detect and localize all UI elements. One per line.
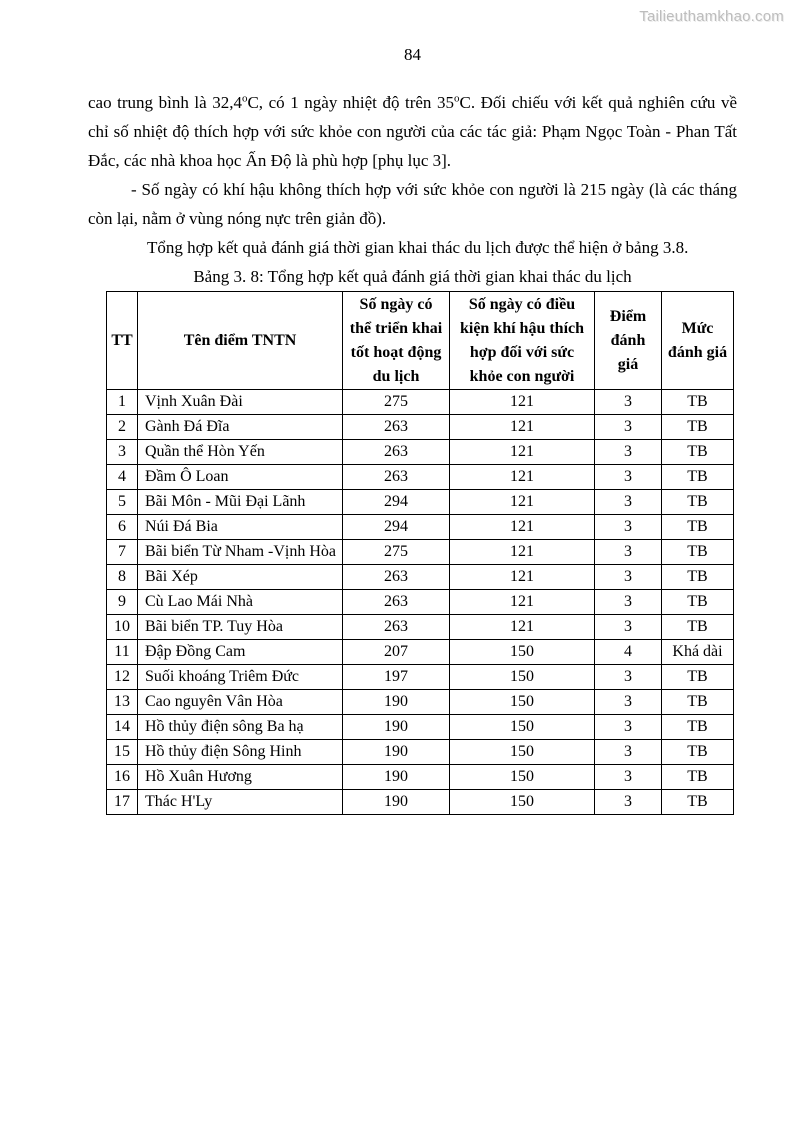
cell-days-operable: 190	[343, 690, 450, 715]
cell-site-name: Cù Lao Mái Nhà	[138, 590, 343, 615]
cell-score: 3	[595, 765, 662, 790]
cell-score: 3	[595, 615, 662, 640]
watermark-text: Tailieuthamkhao.com	[639, 8, 784, 25]
cell-days-climate: 150	[450, 640, 595, 665]
cell-level: TB	[662, 390, 734, 415]
cell-index: 2	[107, 415, 138, 440]
cell-site-name: Quần thể Hòn Yến	[138, 440, 343, 465]
cell-index: 16	[107, 765, 138, 790]
table-row	[107, 515, 734, 540]
cell-level: TB	[662, 665, 734, 690]
table-row	[107, 415, 734, 440]
cell-days-climate: 150	[450, 715, 595, 740]
cell-index: 6	[107, 515, 138, 540]
cell-days-climate: 150	[450, 665, 595, 690]
cell-index: 10	[107, 615, 138, 640]
cell-index: 12	[107, 665, 138, 690]
table-row	[107, 465, 734, 490]
table-row	[107, 565, 734, 590]
cell-level: TB	[662, 790, 734, 815]
table-row	[107, 640, 734, 665]
cell-score: 3	[595, 415, 662, 440]
table-row	[107, 540, 734, 565]
cell-site-name: Vịnh Xuân Đài	[138, 390, 343, 415]
cell-days-operable: 197	[343, 665, 450, 690]
cell-days-operable: 263	[343, 565, 450, 590]
cell-score: 3	[595, 690, 662, 715]
cell-score: 3	[595, 665, 662, 690]
cell-level: TB	[662, 415, 734, 440]
cell-index: 7	[107, 540, 138, 565]
cell-index: 13	[107, 690, 138, 715]
cell-index: 4	[107, 465, 138, 490]
cell-days-climate: 121	[450, 440, 595, 465]
cell-score: 3	[595, 590, 662, 615]
col-header-tt: TT	[107, 292, 138, 390]
cell-days-climate: 150	[450, 765, 595, 790]
cell-days-climate: 121	[450, 490, 595, 515]
table-row	[107, 615, 734, 640]
paragraph-unsuitable-days: - Số ngày có khí hậu không thích hợp với sức khỏe con người là 215 ngày (là các tháng còn lại, nằm ở vùng nóng nực trên giản đồ).	[88, 180, 737, 228]
table-body	[107, 390, 734, 815]
cell-site-name: Thác H'Ly	[138, 790, 343, 815]
col-header-score: Điểm đánh giá	[595, 292, 662, 390]
cell-level: Khá dài	[662, 640, 734, 665]
cell-site-name: Suối khoáng Triêm Đức	[138, 665, 343, 690]
table-row	[107, 590, 734, 615]
cell-days-operable: 275	[343, 540, 450, 565]
cell-index: 9	[107, 590, 138, 615]
cell-level: TB	[662, 590, 734, 615]
cell-days-operable: 263	[343, 615, 450, 640]
col-header-days-operable: Số ngày có thể triển khai tốt hoạt động du lịch	[343, 292, 450, 390]
cell-days-operable: 263	[343, 440, 450, 465]
cell-days-climate: 121	[450, 590, 595, 615]
cell-index: 15	[107, 740, 138, 765]
table-row	[107, 390, 734, 415]
table-row	[107, 790, 734, 815]
cell-score: 3	[595, 390, 662, 415]
table-row	[107, 765, 734, 790]
cell-days-climate: 121	[450, 465, 595, 490]
col-header-site-name: Tên điểm TNTN	[138, 292, 343, 390]
cell-level: TB	[662, 465, 734, 490]
cell-days-operable: 294	[343, 490, 450, 515]
cell-days-climate: 150	[450, 790, 595, 815]
cell-level: TB	[662, 490, 734, 515]
cell-days-operable: 190	[343, 790, 450, 815]
cell-days-operable: 263	[343, 590, 450, 615]
cell-site-name: Bãi biển Từ Nham -Vịnh Hòa	[138, 540, 343, 565]
cell-level: TB	[662, 515, 734, 540]
cell-index: 8	[107, 565, 138, 590]
cell-site-name: Hồ Xuân Hương	[138, 765, 343, 790]
cell-level: TB	[662, 765, 734, 790]
cell-score: 3	[595, 440, 662, 465]
cell-site-name: Bãi Xép	[138, 565, 343, 590]
table-row	[107, 690, 734, 715]
cell-level: TB	[662, 690, 734, 715]
page-number: 84	[404, 45, 421, 64]
cell-score: 3	[595, 515, 662, 540]
table-row	[107, 490, 734, 515]
cell-days-operable: 275	[343, 390, 450, 415]
cell-level: TB	[662, 740, 734, 765]
table-row	[107, 740, 734, 765]
cell-site-name: Bãi Môn - Mũi Đại Lãnh	[138, 490, 343, 515]
cell-site-name: Hồ thủy điện Sông Hinh	[138, 740, 343, 765]
cell-index: 17	[107, 790, 138, 815]
cell-site-name: Hồ thủy điện sông Ba hạ	[138, 715, 343, 740]
table-row	[107, 665, 734, 690]
cell-days-climate: 150	[450, 740, 595, 765]
cell-site-name: Đầm Ô Loan	[138, 465, 343, 490]
cell-level: TB	[662, 540, 734, 565]
cell-index: 11	[107, 640, 138, 665]
cell-days-operable: 190	[343, 715, 450, 740]
paragraph-text-segment: C, có 1 ngày nhiệt độ trên 35	[247, 93, 454, 112]
table-header-row	[107, 292, 734, 390]
cell-index: 1	[107, 390, 138, 415]
cell-level: TB	[662, 440, 734, 465]
table-caption: Bảng 3. 8: Tổng hợp kết quả đánh giá thời gian khai thác du lịch	[193, 267, 632, 286]
col-header-days-climate: Số ngày có điều kiện khí hậu thích hợp đối với sức khỏe con người	[450, 292, 595, 390]
cell-days-climate: 121	[450, 515, 595, 540]
cell-days-operable: 190	[343, 740, 450, 765]
col-header-level: Mức đánh giá	[662, 292, 734, 390]
cell-days-operable: 294	[343, 515, 450, 540]
cell-index: 5	[107, 490, 138, 515]
paragraph-summary-intro: Tổng hợp kết quả đánh giá thời gian khai thác du lịch được thể hiện ở bảng 3.8.	[147, 238, 689, 257]
cell-level: TB	[662, 715, 734, 740]
superscript-degree: o	[454, 92, 460, 105]
cell-days-climate: 150	[450, 690, 595, 715]
cell-site-name: Đập Đồng Cam	[138, 640, 343, 665]
paragraph-text-segment: cao trung bình là 32,4	[88, 93, 242, 112]
evaluation-table	[106, 291, 734, 815]
cell-site-name: Bãi biển TP. Tuy Hòa	[138, 615, 343, 640]
cell-index: 3	[107, 440, 138, 465]
cell-score: 3	[595, 740, 662, 765]
cell-days-climate: 121	[450, 615, 595, 640]
cell-days-operable: 263	[343, 465, 450, 490]
cell-score: 3	[595, 565, 662, 590]
cell-days-climate: 121	[450, 390, 595, 415]
cell-site-name: Cao nguyên Vân Hòa	[138, 690, 343, 715]
cell-score: 3	[595, 490, 662, 515]
cell-index: 14	[107, 715, 138, 740]
cell-level: TB	[662, 565, 734, 590]
cell-days-operable: 263	[343, 415, 450, 440]
cell-days-climate: 121	[450, 415, 595, 440]
cell-level: TB	[662, 615, 734, 640]
table-row	[107, 440, 734, 465]
cell-score: 4	[595, 640, 662, 665]
paragraph-temperature-analysis	[88, 88, 737, 175]
cell-days-operable: 207	[343, 640, 450, 665]
cell-score: 3	[595, 540, 662, 565]
table-row	[107, 715, 734, 740]
paragraph-text-segment: C. Đối chiếu với kết quả nghiên cứu về chỉ số nhiệt độ thích hợp với sức khỏe con người của các tác giả: Phạm Ngọc Toàn - Phan Tất Đắc, các nhà khoa học Ấn Độ là phù hợp [phụ lục 3].	[88, 93, 737, 170]
cell-site-name: Núi Đá Bia	[138, 515, 343, 540]
cell-score: 3	[595, 715, 662, 740]
superscript-degree: o	[241, 92, 248, 105]
cell-site-name: Gành Đá Đĩa	[138, 415, 343, 440]
cell-score: 3	[595, 790, 662, 815]
cell-days-climate: 121	[450, 540, 595, 565]
cell-days-operable: 190	[343, 765, 450, 790]
cell-score: 3	[595, 465, 662, 490]
cell-days-climate: 121	[450, 565, 595, 590]
